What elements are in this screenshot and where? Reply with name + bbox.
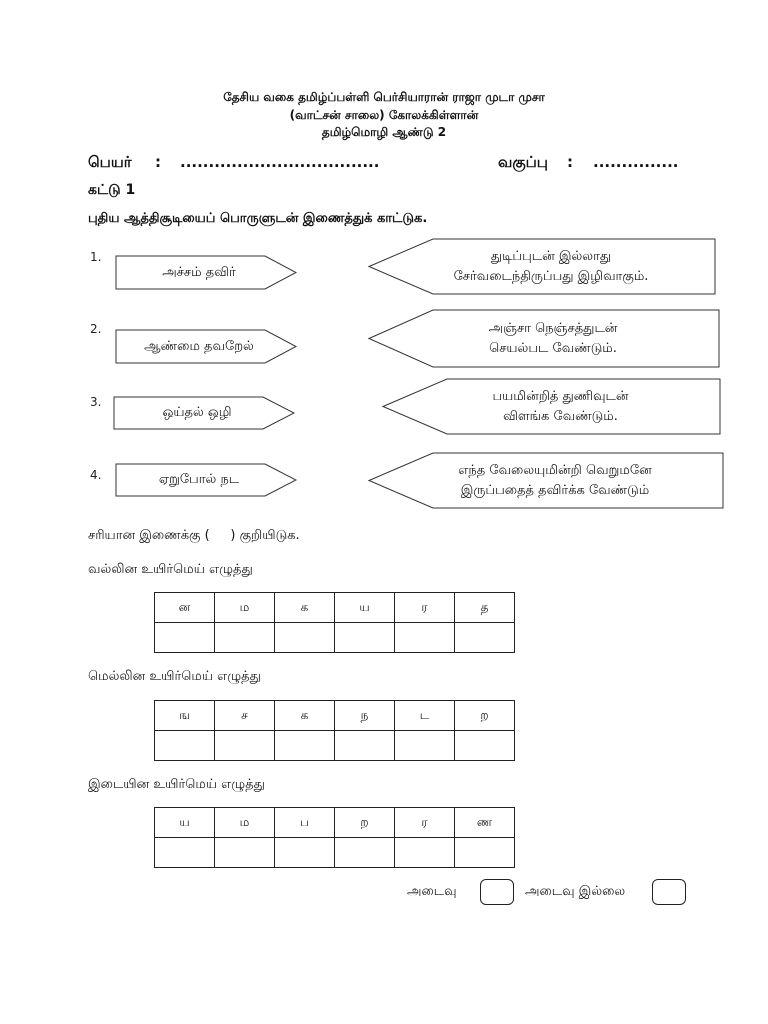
name-field[interactable]: ................................... xyxy=(180,153,380,171)
letter-cell: ட xyxy=(395,701,455,731)
meaning-box-1[interactable] xyxy=(368,238,716,295)
phrase-box-2[interactable] xyxy=(115,329,297,364)
letter-cell: ர xyxy=(395,808,455,838)
phrase-text: ஏறுபோல் நட xyxy=(158,472,240,487)
group-title-vallinam: வல்லின உயிர்மெய் எழுத்து xyxy=(88,562,253,577)
answer-cell[interactable] xyxy=(155,623,215,653)
item-number: 2. xyxy=(90,322,102,336)
answer-cell[interactable] xyxy=(275,623,335,653)
letter-table-mellinam xyxy=(154,700,515,761)
item-number: 1. xyxy=(90,250,102,264)
phrase-box-4[interactable] xyxy=(115,463,297,497)
letter-cell: ன xyxy=(155,593,215,623)
letter-cell: க xyxy=(275,593,335,623)
achieved-checkbox[interactable] xyxy=(480,879,514,905)
answer-cell[interactable] xyxy=(215,838,275,868)
letter-cell: ந xyxy=(335,701,395,731)
not-achieved-label: அடைவு இல்லை xyxy=(525,884,626,899)
school-name: தேசிய வகை தமிழ்ப்பள்ளி பெர்சியாரான் ராஜா முடா முசா xyxy=(223,90,545,104)
meaning-box-4[interactable] xyxy=(368,452,724,509)
letter-cell: ய xyxy=(335,593,395,623)
answer-cell[interactable] xyxy=(335,731,395,761)
phrase-text: அச்சம் தவிர் xyxy=(162,264,236,280)
letter-cell: ச xyxy=(215,701,275,731)
tick-instruction: சரியான இணைக்கு ( ) குறியிடுக. xyxy=(88,528,300,543)
answer-cell[interactable] xyxy=(455,731,515,761)
class-field[interactable]: ............... xyxy=(593,153,679,171)
letter-cell: ய xyxy=(155,808,215,838)
name-colon: : xyxy=(155,153,161,171)
phrase-text: ஆண்மை தவறேல் xyxy=(144,338,254,354)
letter-table-vallinam xyxy=(154,592,515,653)
answer-cell[interactable] xyxy=(335,623,395,653)
answer-cell[interactable] xyxy=(395,731,455,761)
answer-cell[interactable] xyxy=(155,838,215,868)
group-title-mellinam: மெல்லின உயிர்மெய் எழுத்து xyxy=(88,669,261,684)
meaning-text: எந்த வேலையுமின்றி வெறுமனே இருப்பதைத் தவிர்க்க வேண்டும் xyxy=(458,462,652,498)
letter-cell: க xyxy=(275,701,335,731)
section-title: கட்டு 1 xyxy=(88,182,136,198)
subject-year: தமிழ்மொழி ஆண்டு 2 xyxy=(321,125,447,139)
letter-cell: ம xyxy=(215,593,275,623)
answer-cell[interactable] xyxy=(395,623,455,653)
class-label: வகுப்பு xyxy=(498,153,548,171)
class-colon: : xyxy=(567,153,573,171)
answer-cell[interactable] xyxy=(335,838,395,868)
phrase-box-1[interactable] xyxy=(115,255,297,290)
letter-cell: த xyxy=(455,593,515,623)
letter-cell: ங xyxy=(155,701,215,731)
item-number: 4. xyxy=(90,468,102,482)
meaning-box-3[interactable] xyxy=(382,378,721,435)
item-number: 3. xyxy=(90,395,102,409)
answer-cell[interactable] xyxy=(455,838,515,868)
matching-instruction: புதிய ஆத்திசூடியைப் பொருளுடன் இணைத்துக் காட்டுக. xyxy=(88,211,428,226)
meaning-text: அஞ்சா நெஞ்சத்துடன் செயல்பட வேண்டும். xyxy=(488,320,618,356)
achieved-label: அடைவு xyxy=(407,884,457,899)
letter-cell: ண xyxy=(455,808,515,838)
school-location: (வாட்சன் சாலை) கோலக்கிள்ளான் xyxy=(289,108,479,122)
letter-cell: ற xyxy=(455,701,515,731)
answer-cell[interactable] xyxy=(395,838,455,868)
letter-cell: ம xyxy=(215,808,275,838)
phrase-text: ஒய்தல் ஒழி xyxy=(162,405,232,420)
not-achieved-checkbox[interactable] xyxy=(652,879,686,905)
answer-cell[interactable] xyxy=(275,731,335,761)
letter-cell: ப xyxy=(275,808,335,838)
phrase-box-3[interactable] xyxy=(113,396,295,430)
meaning-text: பயமின்றித் துணிவுடன் விளங்க வேண்டும். xyxy=(492,388,629,424)
answer-cell[interactable] xyxy=(275,838,335,868)
answer-cell[interactable] xyxy=(215,731,275,761)
answer-cell[interactable] xyxy=(155,731,215,761)
group-title-idaiyinam: இடையின உயிர்மெய் எழுத்து xyxy=(88,777,265,792)
letter-table-idaiyinam xyxy=(154,807,515,868)
letter-cell: ர xyxy=(395,593,455,623)
name-label: பெயர் xyxy=(88,153,132,171)
meaning-text: துடிப்புடன் இல்லாது சேர்வடைந்திருப்பது இழிவாகும். xyxy=(453,248,649,284)
letter-cell: ற xyxy=(335,808,395,838)
answer-cell[interactable] xyxy=(215,623,275,653)
meaning-box-2[interactable] xyxy=(368,309,720,368)
answer-cell[interactable] xyxy=(455,623,515,653)
